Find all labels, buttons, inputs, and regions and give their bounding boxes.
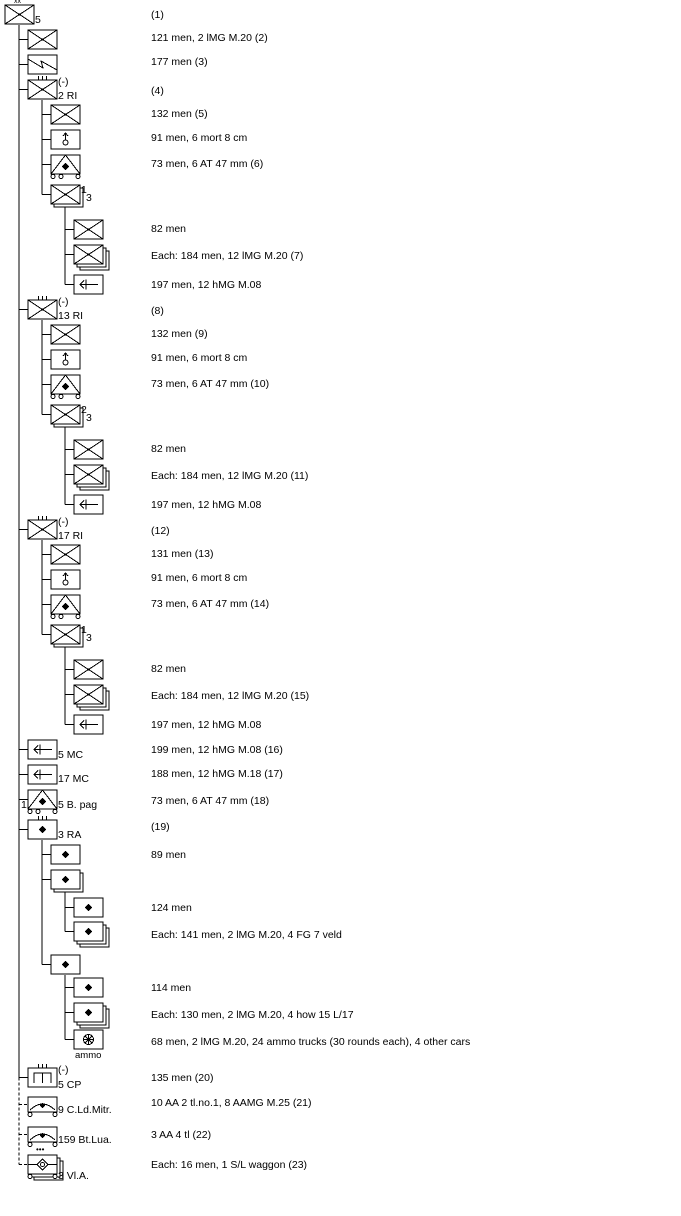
infantry-symbol: [51, 405, 83, 427]
mortar-symbol: [51, 130, 80, 149]
unit-designation: 17 RI: [58, 530, 84, 542]
unit-designation: 9 C.Ld.Mitr.: [58, 1104, 112, 1116]
artillery-symbol: [28, 820, 57, 839]
unit-designation: 3 Vl.A.: [58, 1170, 89, 1182]
wheel-icon: [53, 1143, 57, 1147]
wheel-icon: [76, 175, 80, 179]
symbol-sublabel: ammo: [75, 1050, 102, 1061]
anti-tank-symbol: [51, 595, 80, 619]
unit-description: (19): [151, 821, 170, 833]
unit-description: 73 men, 6 AT 47 mm (14): [151, 598, 270, 610]
reduced-marker: (-): [58, 516, 69, 528]
unit-description: Each: 141 men, 2 lMG M.20, 4 FG 7 veld: [151, 929, 342, 941]
unit-description: 73 men, 6 AT 47 mm (10): [151, 378, 270, 390]
unit-description: (4): [151, 85, 164, 97]
signal-symbol: [28, 55, 57, 74]
unit-description: 82 men: [151, 663, 187, 675]
infantry-symbol: [51, 545, 80, 564]
unit-description: 3 AA 4 tl (22): [151, 1129, 212, 1141]
artillery-symbol: [74, 978, 103, 997]
wheel-icon: [51, 175, 55, 179]
unit-description: 199 men, 12 hMG M.08 (16): [151, 744, 283, 756]
unit-description: Each: 184 men, 12 lMG M.20 (7): [151, 250, 304, 262]
unit-designation: 2 RI: [58, 90, 78, 102]
unit-description: 132 men (5): [151, 108, 208, 120]
unit-designation: 13 RI: [58, 310, 84, 322]
unit-description: 91 men, 6 mort 8 cm: [151, 572, 248, 584]
machine-gun-symbol: [74, 495, 103, 514]
machine-gun-symbol: [28, 765, 57, 784]
infantry-symbol: [28, 30, 57, 49]
unit-description: Each: 130 men, 2 lMG M.20, 4 how 15 L/17: [151, 1009, 354, 1021]
wheel-icon: [28, 1143, 32, 1147]
artillery-symbol: [51, 845, 80, 864]
unit-designation-sub: 3: [86, 412, 92, 424]
infantry-symbol: [28, 300, 57, 319]
infantry-symbol: [51, 105, 80, 124]
unit-designation: 5 CP: [58, 1079, 82, 1091]
unit-description: 124 men: [151, 902, 192, 914]
unit-count-prefix: 1: [21, 799, 27, 811]
unit-description: 10 AA 2 tl.no.1, 8 AAMG M.25 (21): [151, 1097, 312, 1109]
wheel-icon: [59, 615, 63, 619]
reduced-marker: (-): [58, 76, 69, 88]
unit-description: 91 men, 6 mort 8 cm: [151, 132, 248, 144]
infantry-symbol: [74, 465, 109, 490]
infantry-symbol: [74, 440, 103, 459]
unit-designation: 159 Bt.Lua.: [58, 1134, 112, 1146]
echelon-marker: •••: [36, 1145, 45, 1154]
unit-designation: 5: [35, 14, 41, 26]
machine-gun-symbol: [28, 740, 57, 759]
unit-description: 68 men, 2 lMG M.20, 24 ammo trucks (30 rounds each), 4 other cars: [151, 1036, 471, 1048]
artillery-symbol: [74, 898, 103, 917]
unit-description: (12): [151, 525, 170, 537]
anti-aircraft-symbol: [28, 1097, 57, 1117]
ammo-supply-symbol: [74, 1030, 103, 1049]
wheel-icon: [53, 1113, 57, 1117]
wheel-icon: [53, 1175, 57, 1179]
unit-description: (8): [151, 305, 164, 317]
mortar-symbol: [51, 350, 80, 369]
wheel-icon: [51, 395, 55, 399]
unit-description: 197 men, 12 hMG M.08: [151, 719, 262, 731]
unit-description: 73 men, 6 AT 47 mm (18): [151, 795, 270, 807]
infantry-symbol: [28, 80, 57, 99]
wheel-icon: [28, 1113, 32, 1117]
wheel-icon: [53, 810, 57, 814]
unit-description: 131 men (13): [151, 548, 214, 560]
infantry-symbol: [51, 185, 83, 207]
unit-description: 91 men, 6 mort 8 cm: [151, 352, 248, 364]
infantry-symbol: [28, 520, 57, 539]
unit-description: (1): [151, 9, 164, 21]
unit-designation: 5 MC: [58, 749, 84, 761]
infantry-symbol: [51, 625, 83, 647]
machine-gun-symbol: [74, 275, 103, 294]
unit-description: 188 men, 12 hMG M.18 (17): [151, 768, 283, 780]
unit-description: 135 men (20): [151, 1072, 214, 1084]
wheel-icon: [76, 395, 80, 399]
pioneer-symbol: [28, 1068, 57, 1087]
unit-description: Each: 184 men, 12 lMG M.20 (11): [151, 470, 309, 482]
anti-tank-symbol: [28, 790, 57, 814]
infantry-symbol: [51, 325, 80, 344]
reduced-marker: (-): [58, 1064, 69, 1076]
unit-designation: 5 B. pag: [58, 799, 98, 811]
infantry-symbol: [74, 660, 103, 679]
unit-description: 89 men: [151, 849, 187, 861]
wheel-icon: [36, 810, 40, 814]
unit-designation: 17 MC: [58, 773, 89, 785]
unit-description: 177 men (3): [151, 56, 208, 68]
mortar-symbol: [51, 570, 80, 589]
machine-gun-symbol: [74, 715, 103, 734]
artillery-symbol: [51, 870, 83, 892]
wheel-icon: [28, 810, 32, 814]
unit-description: Each: 184 men, 12 lMG M.20 (15): [151, 690, 310, 702]
artillery-symbol: [74, 1003, 109, 1028]
unit-description: 132 men (9): [151, 328, 208, 340]
artillery-symbol: [51, 955, 80, 974]
unit-description: Each: 16 men, 1 S/L waggon (23): [151, 1159, 308, 1171]
unit-designation-sub: 3: [86, 192, 92, 204]
unit-designation: 3 RA: [58, 829, 82, 841]
unit-description: 197 men, 12 hMG M.08: [151, 279, 262, 291]
reduced-marker: (-): [58, 296, 69, 308]
unit-description: 73 men, 6 AT 47 mm (6): [151, 158, 264, 170]
unit-designation: 1: [81, 184, 87, 196]
unit-description: 82 men: [151, 223, 187, 235]
wheel-icon: [51, 615, 55, 619]
wheel-icon: [59, 395, 63, 399]
unit-description: 114 men: [151, 982, 192, 994]
unit-designation: 1: [81, 624, 87, 636]
artillery-symbol: [74, 922, 109, 947]
infantry-symbol: [74, 220, 103, 239]
anti-tank-symbol: [51, 155, 80, 179]
unit-description: 121 men, 2 lMG M.20 (2): [151, 32, 268, 44]
infantry-symbol: [74, 685, 109, 710]
wheel-icon: [76, 615, 80, 619]
wheel-icon: [59, 175, 63, 179]
anti-tank-symbol: [51, 375, 80, 399]
echelon-marker: xx: [14, 0, 21, 5]
unit-designation-sub: 3: [86, 632, 92, 644]
unit-designation: 2: [81, 404, 87, 416]
infantry-symbol: [74, 245, 109, 270]
unit-description: 197 men, 12 hMG M.08: [151, 499, 262, 511]
unit-description: 82 men: [151, 443, 187, 455]
wheel-icon: [28, 1175, 32, 1179]
